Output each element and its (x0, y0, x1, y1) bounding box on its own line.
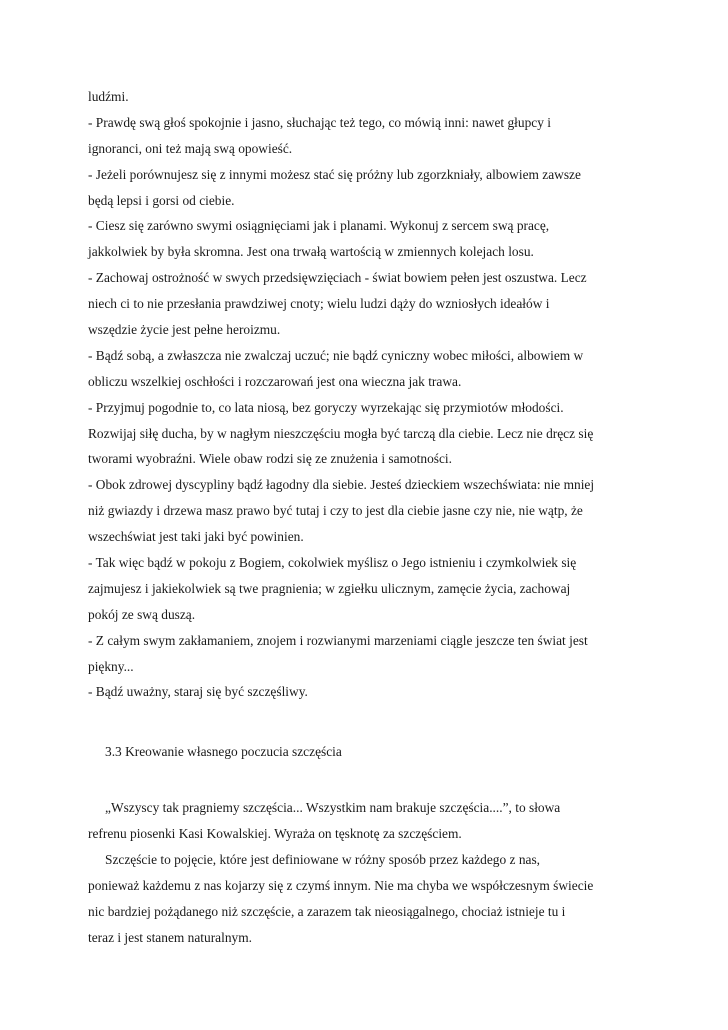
paragraph-quote (88, 795, 648, 847)
text-line: zajmujesz i jakiekolwiek są twe pragnienia; w zgiełku ulicznym, zamęcie życia, zachowaj (88, 580, 571, 596)
desiderata-list (88, 84, 648, 705)
text-line: jakkolwiek by była skromna. Jest ona trwałą wartością w zmiennych kolejach losu. (88, 244, 534, 260)
spacer (88, 765, 648, 795)
spacer (88, 705, 648, 739)
text-line: - Jeżeli porównujesz się z innymi możesz stać się próżny lub zgorzkniały, albowiem zawsze (88, 166, 581, 182)
text-line: ludźmi. (88, 89, 129, 104)
text-line: Rozwijaj siłę ducha, by w nagłym nieszczęściu mogła być tarczą dla ciebie. Lecz nie dręcz się (88, 425, 594, 441)
text-line: - Bądź uważny, staraj się być szczęśliwy. (88, 684, 308, 700)
text-line: - Tak więc bądź w pokoju z Bogiem, cokolwiek myślisz o Jego istnieniu i czymkolwiek się (88, 555, 577, 571)
text-line: Szczęście to pojęcie, które jest definiowane w różny sposób przez każdego z nas, (105, 852, 541, 868)
text-line: - Z całym swym zakłamaniem, znojem i rozwianymi marzeniami ciągle jeszcze ten świat jest (88, 632, 588, 648)
text-line: będą lepsi i gorsi od ciebie. (88, 192, 235, 208)
text-line: ignoranci, oni też mają swą opowieść. (88, 140, 293, 156)
section-heading: 3.3 Kreowanie własnego poczucia szczęścia (105, 744, 342, 760)
text-line: wszechświat jest taki jaki być powinien. (88, 529, 304, 545)
document-body (88, 84, 648, 951)
text-line: pokój ze swą duszą. (88, 606, 196, 622)
text-line: - Prawdę swą głoś spokojnie i jasno, słuchając też tego, co mówią inni: nawet głupcy i (88, 114, 551, 130)
text-line: ponieważ każdemu z nas kojarzy się z czymś innym. Nie ma chyba we współczesnym świecie (88, 877, 594, 893)
text-line: - Przyjmuj pogodnie to, co lata niosą, bez goryczy wyrzekając się przymiotów młodości. (88, 399, 564, 415)
text-line: refrenu piosenki Kasi Kowalskiej. Wyraża on tęsknotę za szczęściem. (88, 826, 462, 842)
text-line: niż gwiazdy i drzewa masz prawo być tutaj i czy to jest dla ciebie jasne czy nie, nie wątp, że (88, 503, 583, 519)
paragraph-definition (88, 847, 648, 951)
text-line: - Ciesz się zarówno swymi osiągnięciami jak i planami. Wykonuj z sercem swą pracę, (88, 218, 550, 234)
text-line: niech ci to nie przesłania prawdziwej cnoty; wielu ludzi dąży do wzniosłych ideałów i (88, 296, 550, 312)
text-line: piękny... (88, 658, 134, 674)
text-line: teraz i jest stanem naturalnym. (88, 929, 252, 945)
text-line: „Wszyscy tak pragniemy szczęścia... Wszystkim nam brakuje szczęścia....”, to słowa (105, 800, 561, 816)
text-line: nic bardziej pożądanego niż szczęście, a zarazem tak nieosiągalnego, chociaż istnieje tu i (88, 903, 566, 919)
text-line: obliczu wszelkiej oschłości i rozczarowań jest ona wieczna jak trawa. (88, 373, 462, 389)
text-line: wszędzie życie jest pełne heroizmu. (88, 322, 281, 338)
text-line: - Obok zdrowej dyscypliny bądź łagodny dla siebie. Jesteś dzieckiem wszechświata: nie mniej (88, 477, 595, 493)
text-line: - Bądź sobą, a zwłaszcza nie zwalczaj uczuć; nie bądź cyniczny wobec miłości, albowiem w (88, 347, 584, 363)
text-line: tworami wyobraźni. Wiele obaw rodzi się ze znużenia i samotności. (88, 451, 452, 467)
text-line: - Zachowaj ostrożność w swych przedsięwzięciach - świat bowiem pełen jest oszustwa. Lecz (88, 270, 587, 286)
